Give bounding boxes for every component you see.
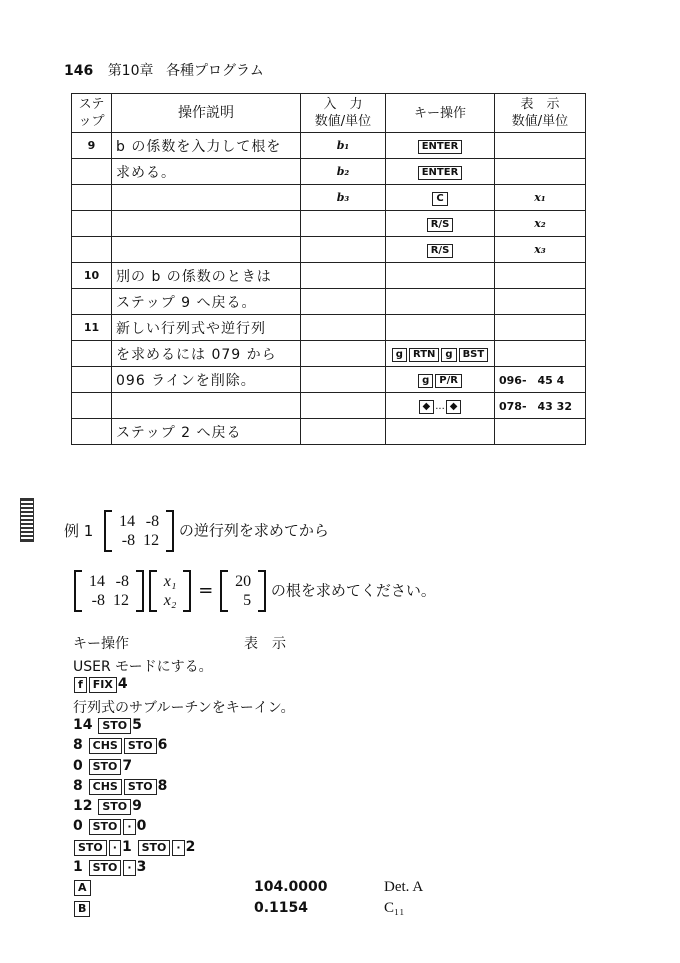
chapter-title: 各種プログラム (165, 63, 264, 79)
keystroke-line (73, 798, 142, 815)
step-cell (72, 185, 112, 211)
keystroke-line (73, 676, 128, 693)
example-line-1 (64, 510, 329, 552)
step-cell (72, 211, 112, 237)
keys-cell (386, 263, 495, 289)
calculator-key: g (418, 374, 433, 388)
keystroke-text: 4 (117, 676, 128, 693)
keystroke-text: 3 (136, 859, 147, 875)
keystroke-text: 9 (132, 798, 142, 815)
page-number: 146 (64, 63, 94, 79)
keysection-col2: 表 示 (244, 636, 286, 652)
matrix-entry: x₁ (163, 573, 177, 590)
calculator-key: ENTER (418, 140, 463, 154)
table-row (72, 315, 586, 341)
display-label: Det. A (384, 879, 424, 896)
display-cell: 078- 43 32 (495, 393, 586, 419)
calculator-key: STO (124, 779, 157, 795)
desc-cell (112, 237, 301, 263)
step-cell (72, 393, 112, 419)
matrix-entry: -8 (115, 573, 129, 590)
keystroke-text: 8 (73, 777, 88, 794)
keys-cell (386, 315, 495, 341)
desc-cell (112, 185, 301, 211)
desc-cell: ステップ 9 へ戻る。 (112, 289, 301, 315)
keys-cell (386, 237, 495, 263)
keystroke-line (73, 758, 132, 775)
keys-cell (386, 133, 495, 159)
keystroke-text: 7 (122, 757, 133, 774)
calculator-key: CHS (89, 779, 122, 795)
calculator-key: STO (89, 819, 122, 835)
input-cell: b₁ (301, 133, 386, 159)
matrix-a (104, 510, 174, 552)
input-cell (301, 341, 386, 367)
calculator-key: · (172, 840, 184, 856)
keystroke-line (73, 717, 142, 734)
display-cell: x₃ (495, 237, 586, 263)
keystroke-text: 1 (121, 838, 137, 855)
desc-cell: ステップ 2 へ戻る (112, 419, 301, 445)
step-cell (72, 367, 112, 393)
keystroke-line (73, 900, 91, 917)
calculator-key: CHS (89, 738, 122, 754)
keys-cell (386, 367, 495, 393)
calculator-key: R/S (427, 218, 454, 232)
matrix-entry: -8 (145, 513, 160, 530)
calculator-key: STO (74, 840, 107, 856)
header-input: 入 力 数値/単位 (301, 94, 386, 133)
step-cell: 9 (72, 133, 112, 159)
keystroke-line: 行列式のサブルーチンをキーイン。 (73, 699, 295, 716)
step-cell (72, 237, 112, 263)
keystroke-text: 8 (157, 777, 168, 794)
display-cell (495, 341, 586, 367)
equals-sign: = (198, 579, 214, 601)
desc-cell: 096 ラインを削除。 (112, 367, 301, 393)
chapter-number: 第10章 (107, 63, 154, 79)
keystroke-text: 6 (157, 737, 168, 754)
matrix-entry: 20 (235, 573, 252, 590)
desc-cell (112, 211, 301, 237)
calculator-key: · (109, 840, 121, 856)
input-cell (301, 263, 386, 289)
keys-cell (386, 393, 495, 419)
keystroke-text: 12 (73, 798, 98, 815)
example-text-1: の逆行列を求めてから (178, 521, 329, 540)
display-value: 104.0000 (254, 879, 328, 896)
matrix-entry: 12 (113, 592, 129, 609)
header-step: ステ ップ (72, 94, 112, 133)
keystroke-text: 8 (73, 737, 88, 754)
desc-cell: 求める。 (112, 159, 301, 185)
keystroke-text: 0 (73, 818, 88, 835)
input-cell (301, 315, 386, 341)
desc-cell: 別の b の係数のときは (112, 263, 301, 289)
step-cell: 10 (72, 263, 112, 289)
keys-cell (386, 159, 495, 185)
keystroke-text: 0 (136, 818, 147, 835)
calculator-key: ◆ (419, 400, 435, 414)
keys-cell (386, 211, 495, 237)
table-row (72, 211, 586, 237)
calculator-key: A (74, 880, 91, 896)
display-cell (495, 289, 586, 315)
keystroke-line (73, 818, 146, 835)
header-keys: キー操作 (386, 94, 495, 133)
calculator-key: STO (98, 799, 131, 815)
input-cell (301, 211, 386, 237)
input-cell (301, 289, 386, 315)
calculator-key: g (441, 348, 456, 362)
matrix-entry: -8 (91, 592, 105, 609)
input-cell (301, 367, 386, 393)
keystroke-line (73, 859, 146, 876)
keystroke-text: 5 (132, 716, 142, 733)
keystroke-text: 2 (185, 838, 196, 855)
table-row (72, 393, 586, 419)
table-row (72, 159, 586, 185)
desc-cell: 新しい行列式や逆行列 (112, 315, 301, 341)
calculator-key: · (123, 819, 135, 835)
display-value: 0.1154 (254, 899, 309, 916)
keystroke-line (73, 778, 167, 795)
keystroke-line (73, 737, 167, 754)
page-header (64, 60, 264, 80)
calculator-key: C (432, 192, 447, 206)
calculator-key: STO (89, 860, 122, 876)
calculator-key: f (74, 677, 87, 693)
calculator-key: R/S (427, 244, 454, 258)
calculator-key: B (74, 901, 90, 917)
matrix-entry: 12 (143, 532, 160, 549)
input-cell: b₂ (301, 159, 386, 185)
calculator-key: BST (459, 348, 489, 362)
header-desc: 操作説明 (112, 94, 301, 133)
margin-marker (20, 498, 34, 542)
table-header-row (72, 94, 586, 133)
keystroke-line (73, 879, 92, 896)
calculator-key: ENTER (418, 166, 463, 180)
example-text-2: の根を求めてください。 (270, 581, 436, 600)
desc-cell: を求めるには 079 から (112, 341, 301, 367)
table-row (72, 419, 586, 445)
matrix-entry: -8 (121, 532, 136, 549)
keys-cell (386, 289, 495, 315)
keysection-col1: キー操作 (73, 636, 129, 652)
keystroke-line: USER モードにする。 (73, 659, 213, 675)
keys-cell (386, 185, 495, 211)
display-cell (495, 263, 586, 289)
calculator-key: FIX (89, 677, 117, 693)
matrix-entry: 5 (243, 592, 252, 609)
desc-cell (112, 393, 301, 419)
table-row (72, 237, 586, 263)
example-label: 例 1 (64, 521, 94, 540)
calculator-key: P/R (435, 374, 462, 388)
step-cell: 11 (72, 315, 112, 341)
calculator-key: ◆ (446, 400, 462, 414)
input-cell (301, 237, 386, 263)
input-cell (301, 393, 386, 419)
display-cell: x₂ (495, 211, 586, 237)
keys-cell (386, 341, 495, 367)
calculator-key: RTN (409, 348, 439, 362)
keystroke-line (73, 839, 195, 856)
keystroke-text: 14 (73, 716, 98, 733)
step-cell (72, 341, 112, 367)
display-label: C₁₁ (384, 899, 405, 916)
display-cell (495, 133, 586, 159)
step-cell (72, 289, 112, 315)
table-row (72, 263, 586, 289)
matrix-entry: x₂ (163, 592, 177, 609)
calculator-key: g (392, 348, 407, 362)
display-cell (495, 159, 586, 185)
display-cell: 096- 45 4 (495, 367, 586, 393)
table-row (72, 367, 586, 393)
calculator-key: STO (124, 738, 157, 754)
table-row (72, 133, 586, 159)
step-cell (72, 159, 112, 185)
input-cell (301, 419, 386, 445)
input-cell: b₃ (301, 185, 386, 211)
keys-cell (386, 419, 495, 445)
step-cell (72, 419, 112, 445)
display-cell: x₁ (495, 185, 586, 211)
vector-b (220, 570, 266, 612)
keystroke-text: 0 (73, 757, 88, 774)
display-cell (495, 419, 586, 445)
header-display: 表 示 数値/単位 (495, 94, 586, 133)
vector-x (149, 570, 192, 612)
ellipsis: ... (435, 400, 445, 412)
desc-cell: b の係数を入力して根を (112, 133, 301, 159)
calculator-key: STO (89, 759, 122, 775)
matrix-entry: 14 (119, 513, 136, 530)
keystroke-text: 1 (73, 859, 88, 875)
table-row (72, 341, 586, 367)
step-table (71, 93, 586, 445)
calculator-key: STO (98, 718, 131, 734)
table-row (72, 185, 586, 211)
matrix-a-2 (74, 570, 144, 612)
calculator-key: · (123, 860, 135, 876)
table-row (72, 289, 586, 315)
calculator-key: STO (138, 840, 171, 856)
matrix-entry: 14 (89, 573, 105, 590)
example-line-2 (74, 570, 436, 612)
display-cell (495, 315, 586, 341)
